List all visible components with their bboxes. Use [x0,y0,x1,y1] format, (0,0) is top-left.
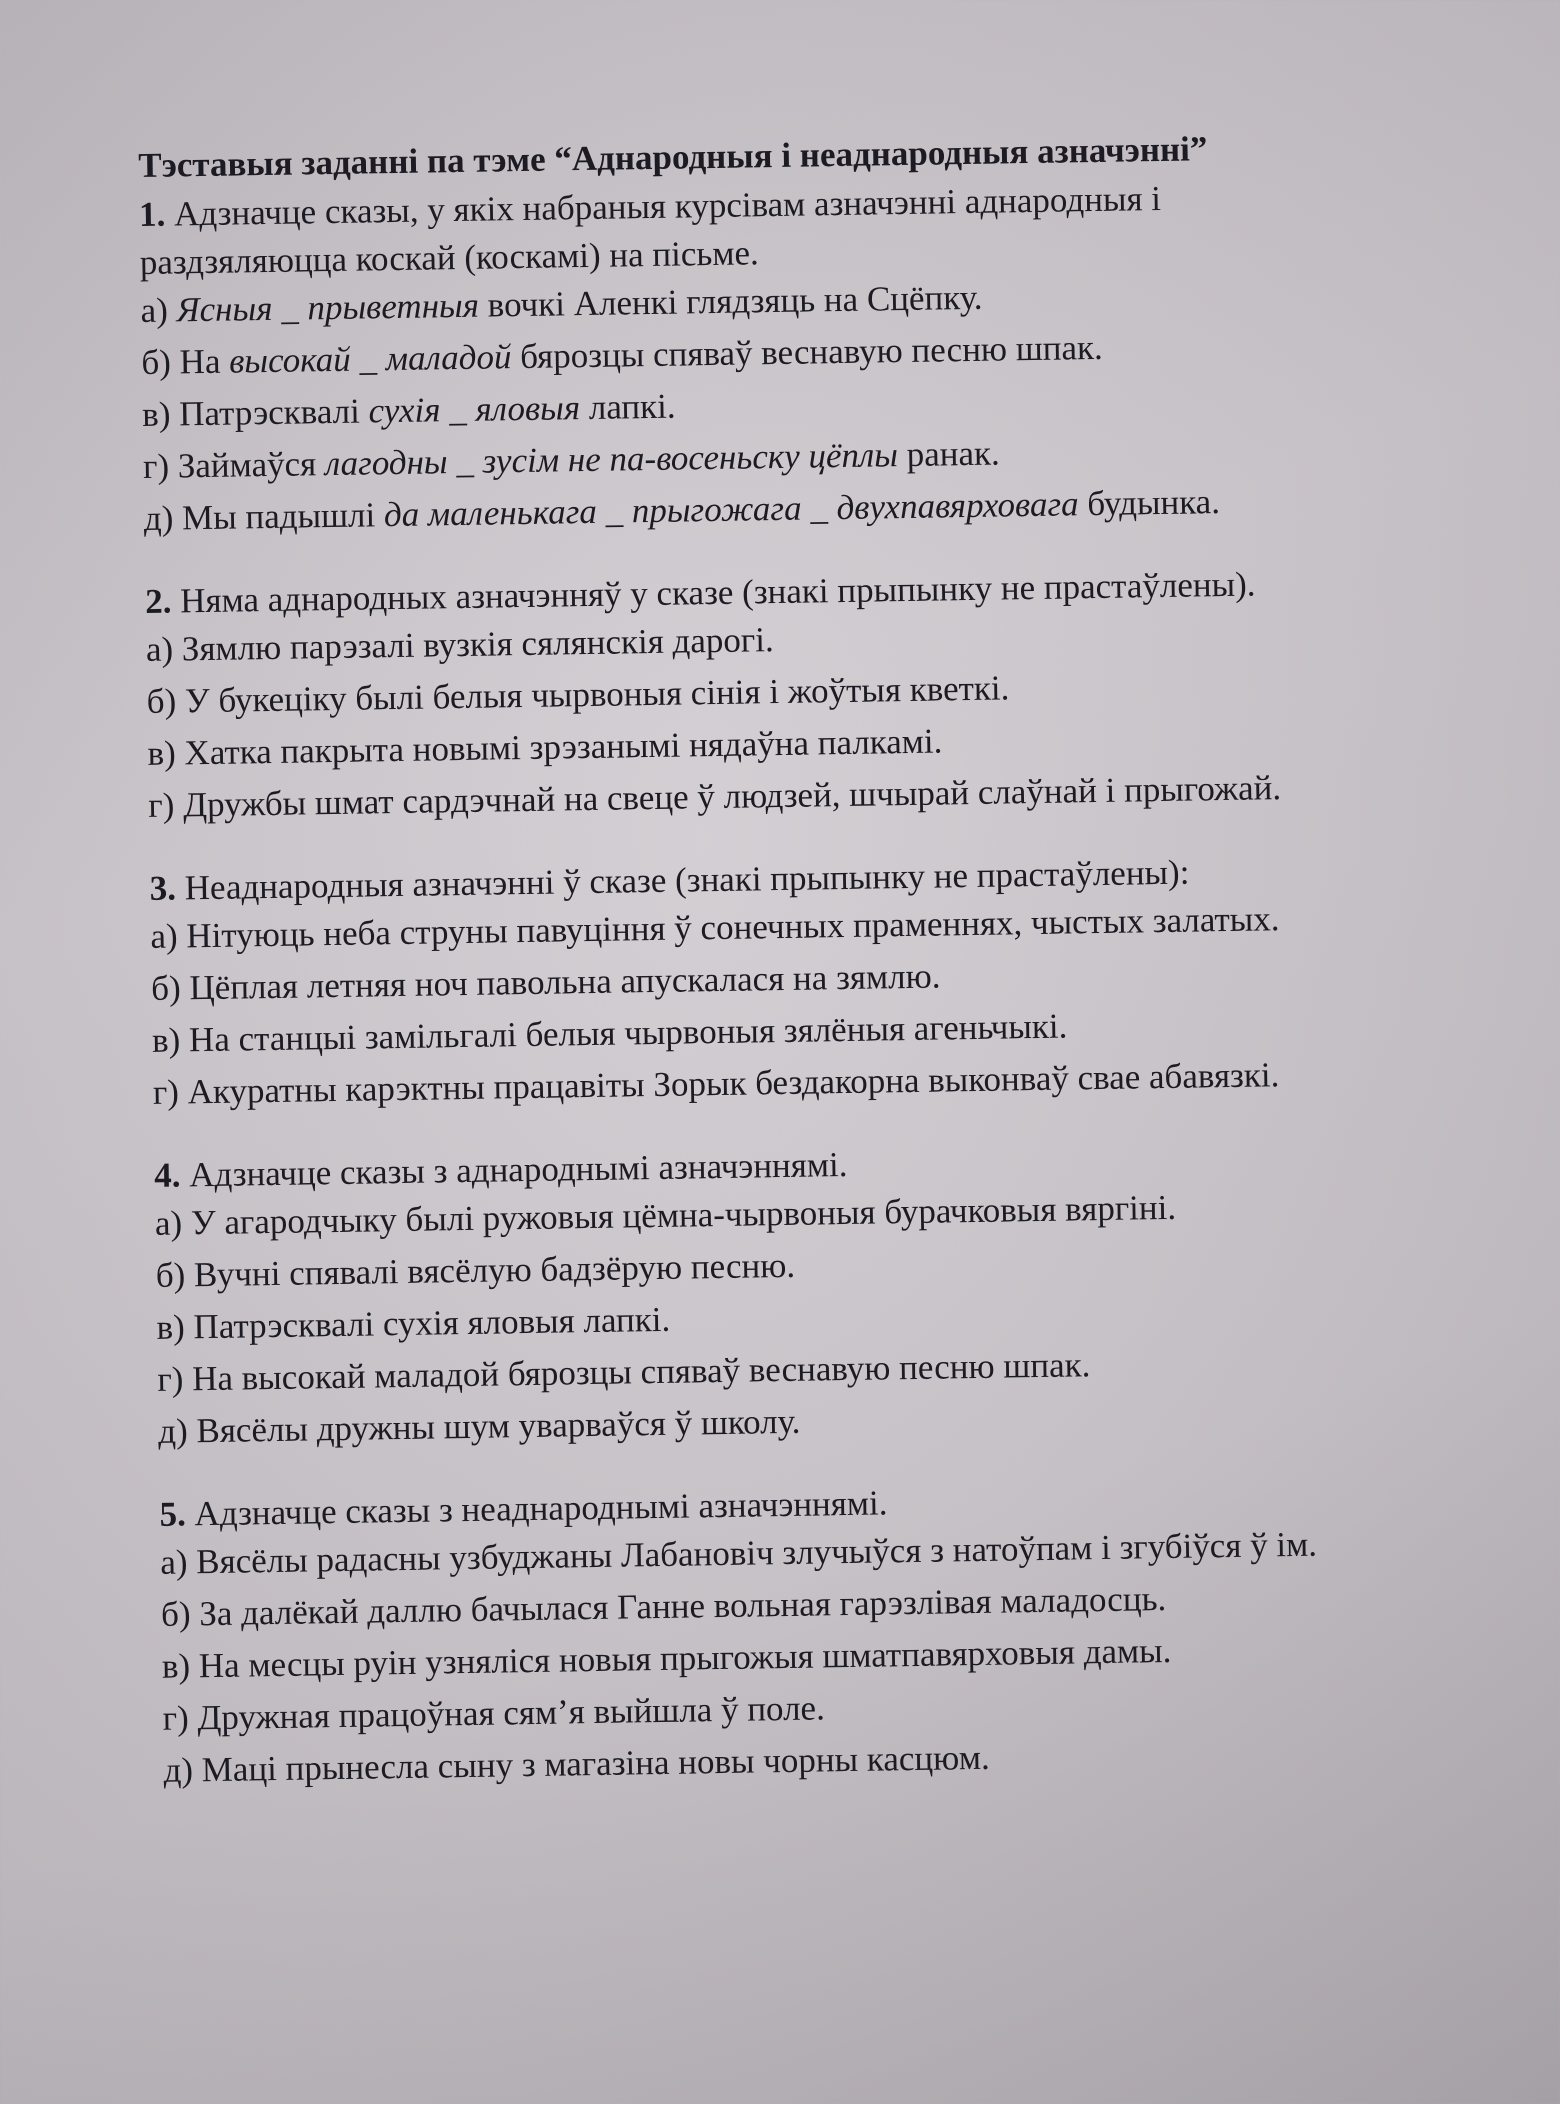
option-letter: б) [141,342,172,382]
italic-attributes: да маленькага _ прыгожага _ двухпавярховага [383,484,1079,535]
option-text: Хатка пакрыта новымі зрэзанымі нядаўна палкамі. [184,721,943,773]
option-text: бярозцы спяваў веснавую песню шпак. [511,327,1104,377]
option-text: будынка. [1078,482,1221,524]
option-letter: д) [143,498,174,538]
option-text: Патрэсквалі сухія яловыя лапкі. [193,1299,671,1347]
option-text: ранак. [897,433,1001,475]
option-letter: а) [150,916,178,956]
option-text: вочкі Аленкі глядзяць на Сцёпку. [478,277,983,325]
prompt-text: Адзначце сказы з неаднароднымі азначэннямі. [194,1483,888,1534]
option-text: Дружбы шмат сардэчнай на свеце ў людзей, шчырай слаўнай і прыгожай. [182,768,1282,825]
questions-list [139,169,1560,1794]
option-letter: в) [156,1307,186,1347]
question-number: 5. [159,1494,187,1534]
option-text: Вясёлы радасны узбуджаны Лабановіч злучыўся з натоўпам і згубіўся ў ім. [195,1524,1318,1582]
italic-attributes: высокай _ маладой [228,337,512,381]
option-letter: в) [151,1020,181,1060]
question-number: 1. [138,194,166,234]
option-text: Мы падышлі [181,495,385,538]
prompt-text: Няма аднародных азначэнняў у сказе (знакі прыпынку не прастаўлены). [179,564,1256,621]
option-text: Займаўся [177,444,326,486]
question-2 [145,556,1549,829]
question-1 [139,169,1544,542]
option-letter: а) [145,629,174,669]
option-text: У агародчыку былі ружовыя цёмна-чырвоныя бурачковыя вяргіні. [190,1187,1177,1243]
option-letter: д) [163,1750,194,1790]
question-number: 4. [153,1155,181,1195]
italic-attributes: лагодны _ зусім не па-восеньску цёплы [324,435,899,484]
option-text: Акуратны карэктны працавіты Зорык бездакорна выконваў свае абавязкі. [187,1055,1280,1112]
option-text: лапкі. [579,386,676,428]
option-letter: г) [157,1359,184,1399]
question-5 [159,1469,1560,1794]
test-sheet [138,123,1560,1830]
prompt-text: Адзначце сказы з аднароднымі азначэннямі. [188,1144,848,1195]
option-text: Вучні спявалі вясёлую бадзёрую песню. [193,1245,796,1295]
page-title: Тэставыя заданні па тэме “Аднародныя і неаднародныя азначэнні” [138,129,1208,185]
option-letter: г) [148,785,175,825]
option-letter: б) [160,1594,191,1634]
option-letter: д) [157,1411,188,1451]
option-text: Нітуюць неба струны павуціння ў сонечных праменнях, чыстых залатых. [186,899,1280,956]
option-letter: г) [162,1698,190,1738]
prompt-text: Адзначце сказы, у якіх набраныя курсівам азначэнні аднародныя і [173,178,1162,234]
prompt-text: раздзяляюцца коскай (коскамі) на пісьме. [139,233,760,282]
option-text: На [179,341,230,382]
option-letter: г) [142,446,170,486]
option-text: Вясёлы дружны шум уварваўся ў школу. [196,1401,801,1451]
option-text: На станцыі замільгалі белыя чырвоныя зялёныя агеньчыкі. [188,1006,1068,1060]
option-text: Дружная працоўная сям’я выйшла ў поле. [197,1688,826,1738]
option-text: На месцы руін узняліся новыя прыгожыя шматпавярховыя дамы. [198,1630,1172,1686]
option-letter: г) [152,1072,180,1112]
option-letter: а) [159,1542,188,1582]
question-number: 2. [144,581,172,621]
question-4 [154,1130,1559,1455]
option-text: Патрэсквалі [178,391,369,434]
option-text: За далёкай даллю бачылася Ганне вольная гарэзлівая маладосць. [198,1579,1167,1634]
italic-attributes: Ясныя _ прыветныя [176,285,480,330]
option-letter: в) [147,733,177,773]
option-letter: а) [154,1203,183,1243]
italic-attributes: сухія _ яловыя [368,388,581,431]
option-text: Цёплая летняя ноч павольна апускалася на зямлю. [189,956,941,1008]
option-text: На высокай маладой бярозцы спяваў веснавую песню шпак. [191,1345,1091,1399]
option-text: Маці прынесла сыну з магазіна новы чорны касцюм. [201,1737,990,1790]
option-letter: а) [140,290,169,330]
option-text: Зямлю парэзалі вузкія сялянскія дарогі. [181,620,774,669]
question-3 [149,843,1553,1116]
option-letter: в) [161,1646,191,1686]
option-letter: б) [146,681,177,721]
prompt-text: Неаднародныя азначэнні ў сказе (знакі прыпынку не прастаўлены): [184,852,1190,908]
option-text: У букецiку былі белыя чырвоныя сінія і жоўтыя кветкі. [184,668,1010,721]
option-letter: б) [155,1255,186,1295]
option-letter: в) [141,394,171,434]
question-number: 3. [149,868,177,908]
option-letter: б) [150,968,182,1008]
